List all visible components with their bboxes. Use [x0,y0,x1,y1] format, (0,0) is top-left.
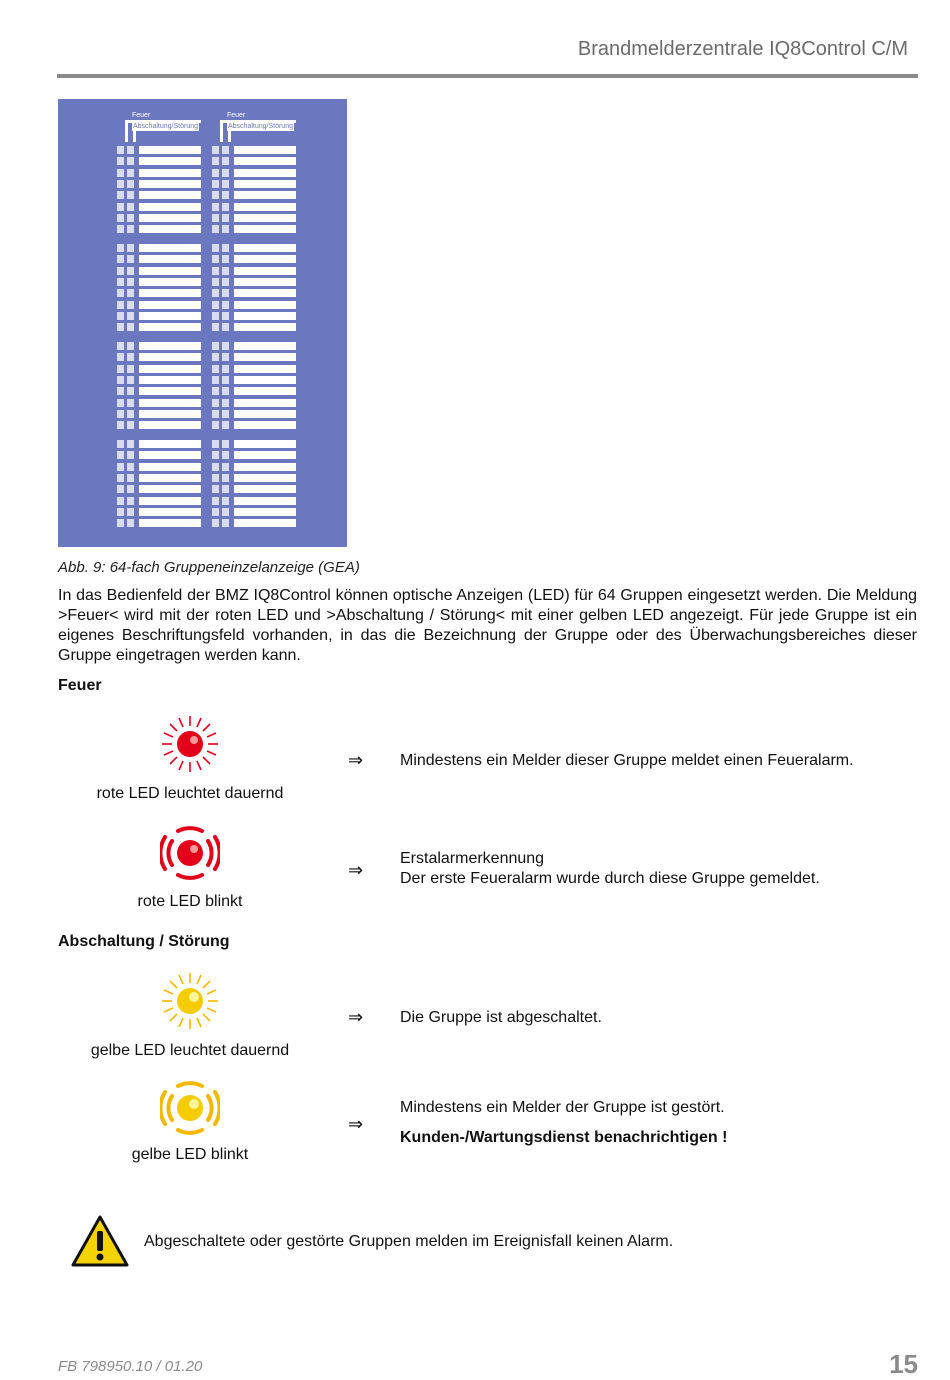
led-slot [222,376,229,384]
label-field [139,214,201,222]
gea-row [117,157,201,165]
gea-row [212,474,296,482]
yellow-led-blinking-icon [160,1078,220,1138]
led-slot [127,289,134,297]
label-field [139,387,201,395]
label-field [139,485,201,493]
led-slot [127,267,134,275]
gea-row [212,169,296,177]
led-slot [212,508,219,516]
led-label: gelbe LED blinkt [131,1146,249,1163]
led-slot [212,278,219,286]
gea-row [117,301,201,309]
led-slot [222,508,229,516]
gea-row [117,365,201,373]
led-label: rote LED leuchtet dauernd [96,785,284,802]
led-slot [127,214,134,222]
label-field [234,353,296,361]
label-field [139,508,201,516]
gea-row [212,278,296,286]
led-slot [212,312,219,320]
gea-row [117,342,201,350]
gea-row [212,421,296,429]
led-slot [117,157,124,165]
led-slot [222,157,229,165]
figure-caption: Abb. 9: 64-fach Gruppeneinzelanzeige (GEA) [58,559,360,576]
led-slot [212,255,219,263]
yellow-led-steady-icon [160,971,220,1031]
led-slot [127,387,134,395]
led-slot [127,323,134,331]
column-frame [220,120,223,142]
led-description-line2: Der erste Feueralarm wurde durch diese Gruppe gemeldet. [400,870,820,887]
led-slot [117,191,124,199]
label-field [234,301,296,309]
gea-row [212,267,296,275]
led-slot [127,157,134,165]
label-field [234,463,296,471]
label-field [234,519,296,527]
led-slot [212,301,219,309]
label-field [234,244,296,252]
led-slot [127,278,134,286]
gea-row [212,485,296,493]
led-slot [212,146,219,154]
led-slot [222,497,229,505]
gea-row [117,485,201,493]
gea-row [212,157,296,165]
led-description-line1: Mindestens ein Melder der Gruppe ist gestört. [400,1099,725,1116]
led-slot [212,225,219,233]
label-field [234,191,296,199]
led-slot [117,463,124,471]
led-slot [222,353,229,361]
gea-row [212,376,296,384]
led-slot [127,203,134,211]
led-slot [212,353,219,361]
label-field [139,463,201,471]
led-slot [127,312,134,320]
gea-row [212,214,296,222]
label-field [139,278,201,286]
gea-row [212,180,296,188]
led-slot [127,146,134,154]
label-field [139,267,201,275]
led-slot [117,376,124,384]
led-slot [222,410,229,418]
gea-row [212,289,296,297]
label-field [234,365,296,373]
led-slot [117,474,124,482]
gea-row [117,146,201,154]
led-slot [212,191,219,199]
label-field [234,342,296,350]
label-field [234,157,296,165]
led-slot [117,278,124,286]
gea-row [117,497,201,505]
led-slot [222,399,229,407]
led-slot [212,451,219,459]
led-slot [117,244,124,252]
label-field [139,353,201,361]
led-slot [117,312,124,320]
led-slot [222,485,229,493]
gea-row [212,203,296,211]
led-slot [127,519,134,527]
gea-row [117,353,201,361]
gea-row [212,387,296,395]
gea-row [117,451,201,459]
column-label-fault: Abschaltung/Störung [228,123,293,130]
led-slot [222,146,229,154]
led-slot [222,278,229,286]
label-field [139,410,201,418]
led-description-line2: Kunden-/Wartungsdienst benachrichtigen ! [400,1129,728,1146]
label-field [234,267,296,275]
gea-row [212,301,296,309]
led-slot [117,519,124,527]
red-led-blinking-icon [160,823,220,883]
label-field [234,278,296,286]
label-field [234,376,296,384]
label-field [139,157,201,165]
led-slot [222,342,229,350]
gea-row [212,440,296,448]
label-field [139,342,201,350]
led-slot [127,191,134,199]
led-slot [212,289,219,297]
led-slot [127,376,134,384]
led-slot [117,146,124,154]
led-slot [212,474,219,482]
led-label: rote LED blinkt [137,893,243,910]
led-slot [222,474,229,482]
led-slot [212,267,219,275]
led-slot [222,289,229,297]
led-slot [117,225,124,233]
gea-row [212,323,296,331]
led-slot [127,169,134,177]
label-field [139,365,201,373]
gea-row [117,421,201,429]
led-slot [127,410,134,418]
gea-row [117,463,201,471]
label-field [139,203,201,211]
led-slot [117,353,124,361]
led-slot [212,244,219,252]
label-field [139,312,201,320]
gea-row [117,225,201,233]
led-slot [117,267,124,275]
led-slot [222,203,229,211]
gea-row [117,474,201,482]
led-slot [222,244,229,252]
gea-row [117,244,201,252]
led-slot [117,255,124,263]
gea-row [117,169,201,177]
led-slot [127,451,134,459]
led-slot [117,342,124,350]
label-field [234,399,296,407]
label-field [234,497,296,505]
label-field [139,169,201,177]
label-field [234,508,296,516]
warning-triangle-icon [70,1214,130,1268]
led-slot [127,399,134,407]
gea-row [117,519,201,527]
led-slot [222,191,229,199]
gea-row [117,214,201,222]
led-slot [127,244,134,252]
label-field [234,214,296,222]
gea-row [212,508,296,516]
led-slot [222,323,229,331]
led-slot [127,255,134,263]
led-label: gelbe LED leuchtet dauernd [90,1042,290,1059]
led-slot [117,365,124,373]
led-slot [117,497,124,505]
column-label-fire: Feuer [227,112,246,119]
arrow-icon: ⇒ [348,1007,364,1027]
arrow-icon: ⇒ [348,1114,364,1134]
column-label-fire: Feuer [132,112,151,119]
led-slot [127,301,134,309]
gea-row [212,497,296,505]
led-slot [127,180,134,188]
led-slot [127,365,134,373]
gea-row [212,353,296,361]
led-slot [117,169,124,177]
led-description: Die Gruppe ist abgeschaltet. [400,1009,602,1026]
header-title: Brandmelderzentrale IQ8Control C/M [577,38,908,60]
led-slot [117,508,124,516]
led-slot [222,440,229,448]
led-slot [117,421,124,429]
led-slot [117,289,124,297]
led-slot [117,387,124,395]
led-slot [222,267,229,275]
led-slot [212,463,219,471]
led-slot [127,474,134,482]
label-field [139,301,201,309]
led-slot [212,342,219,350]
led-slot [212,387,219,395]
gea-row [117,323,201,331]
label-field [234,225,296,233]
gea-row [212,451,296,459]
led-slot [117,180,124,188]
led-slot [117,485,124,493]
gea-row [117,180,201,188]
led-slot [212,180,219,188]
led-slot [222,169,229,177]
gea-row [212,519,296,527]
led-slot [212,214,219,222]
gea-row [212,399,296,407]
gea-row [212,342,296,350]
led-slot [127,508,134,516]
gea-row [212,191,296,199]
column-frame [133,130,136,142]
gea-row [117,410,201,418]
label-field [139,191,201,199]
led-slot [212,410,219,418]
led-slot [222,225,229,233]
led-slot [212,399,219,407]
column-frame [125,120,128,142]
label-field [139,519,201,527]
gea-panel-figure [58,99,347,547]
led-slot [212,203,219,211]
label-field [139,225,201,233]
arrow-icon: ⇒ [348,860,364,880]
label-field [139,244,201,252]
gea-row [117,267,201,275]
led-slot [222,214,229,222]
led-slot [212,485,219,493]
led-slot [127,342,134,350]
label-field [139,440,201,448]
led-slot [117,399,124,407]
gea-row [212,244,296,252]
label-field [139,376,201,384]
gea-row [117,440,201,448]
led-slot [127,485,134,493]
led-slot [117,451,124,459]
intro-paragraph: In das Bedienfeld der BMZ IQ8Control können optische Anzeigen (LED) für 64 Gruppen eingesetzt werden. Die Meldung >Feuer< wird mit der roten LED und >Abschaltung / Störung< mit einer gelben LED angezeigt. Für jede Gruppe ist ein eigenes Beschriftungsfeld vorhanden, in das die Bezeichnung der Gruppe oder des Überwachungsbereiches dieser Gruppe eingetragen werden kann. [58,587,917,664]
led-slot [127,440,134,448]
gea-row [117,191,201,199]
section-heading-fault: Abschaltung / Störung [58,933,230,950]
led-description-line1: Erstalarmerkennung [400,850,545,867]
led-slot [212,376,219,384]
label-field [234,485,296,493]
led-slot [212,169,219,177]
led-slot [127,421,134,429]
gea-row [117,376,201,384]
label-field [139,474,201,482]
red-led-steady-icon [160,714,220,774]
label-field [139,497,201,505]
led-slot [212,440,219,448]
gea-row [212,225,296,233]
label-field [234,451,296,459]
led-slot [222,312,229,320]
gea-row [212,463,296,471]
gea-row [117,399,201,407]
led-slot [117,203,124,211]
led-slot [127,353,134,361]
led-slot [222,421,229,429]
led-slot [222,387,229,395]
section-heading-fire: Feuer [58,677,102,694]
label-field [234,203,296,211]
led-slot [117,410,124,418]
header-rule [57,74,918,78]
label-field [234,474,296,482]
column-label-fault: Abschaltung/Störung [133,123,198,130]
footer-doc-number: FB 798950.10 / 01.20 [58,1358,203,1375]
label-field [139,421,201,429]
led-slot [117,301,124,309]
label-field [234,169,296,177]
label-field [234,255,296,263]
led-slot [127,497,134,505]
led-slot [222,180,229,188]
gea-row [212,410,296,418]
label-field [234,421,296,429]
led-slot [212,157,219,165]
label-field [139,451,201,459]
led-slot [212,323,219,331]
led-slot [127,225,134,233]
gea-row [212,365,296,373]
label-field [234,312,296,320]
led-slot [117,323,124,331]
gea-row [212,146,296,154]
led-slot [212,421,219,429]
label-field [139,289,201,297]
led-slot [212,497,219,505]
led-slot [222,463,229,471]
led-slot [222,301,229,309]
label-field [234,180,296,188]
led-slot [222,451,229,459]
label-field [234,289,296,297]
label-field [139,146,201,154]
led-slot [127,463,134,471]
led-slot [222,255,229,263]
led-slot [222,365,229,373]
led-slot [222,519,229,527]
label-field [234,146,296,154]
gea-row [117,508,201,516]
label-field [234,410,296,418]
led-slot [212,519,219,527]
gea-row [212,312,296,320]
warning-text: Abgeschaltete oder gestörte Gruppen melden im Ereignisfall keinen Alarm. [144,1233,674,1250]
label-field [234,387,296,395]
label-field [234,323,296,331]
gea-row [117,255,201,263]
label-field [234,440,296,448]
label-field [139,255,201,263]
led-slot [212,365,219,373]
footer-page-number: 15 [889,1349,918,1379]
gea-row [117,312,201,320]
led-description: Mindestens ein Melder dieser Gruppe meldet einen Feueralarm. [400,752,854,769]
gea-row [117,387,201,395]
column-frame [228,130,231,142]
gea-row [117,203,201,211]
arrow-icon: ⇒ [348,750,364,770]
led-slot [117,214,124,222]
gea-row [117,289,201,297]
gea-row [117,278,201,286]
gea-row [212,255,296,263]
label-field [139,323,201,331]
label-field [139,180,201,188]
label-field [139,399,201,407]
led-slot [117,440,124,448]
